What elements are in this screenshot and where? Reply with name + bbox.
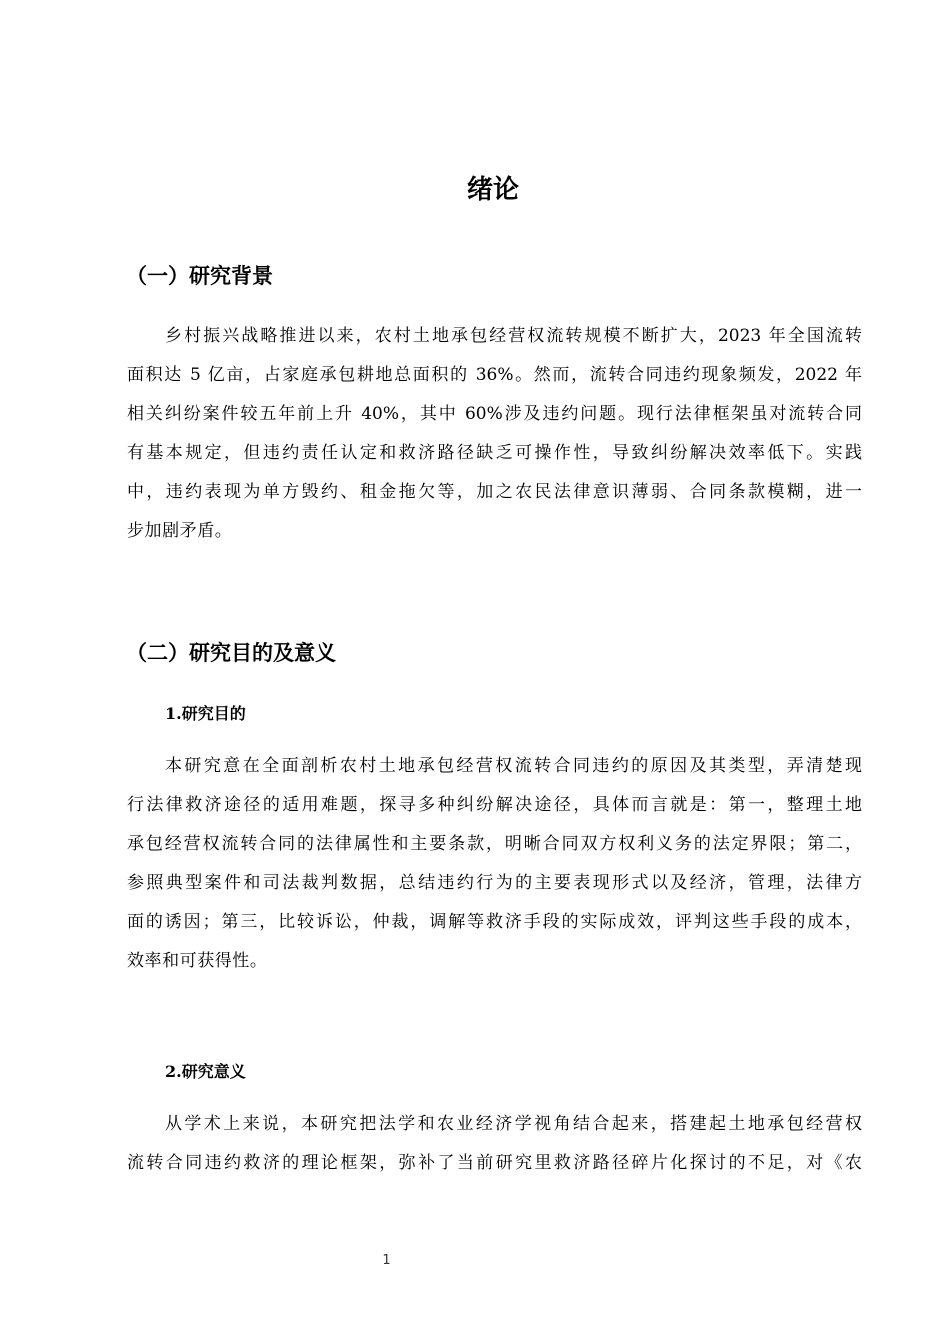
paragraph-line: 步加剧矛盾。 [127, 521, 233, 541]
section-heading-purpose-significance: （二）研究目的及意义 [126, 641, 336, 665]
section-heading-background: （一）研究背景 [126, 264, 273, 288]
paragraph-line: 相关纠纷案件较五年前上升 40%，其中 60%涉及违约问题。现行法律框架虽对流转合同 [127, 404, 862, 424]
paragraph-line: 面积达 5 亿亩，占家庭承包耕地总面积的 36%。然而，流转合同违约现象频发，2022 年 [127, 365, 862, 385]
significance-paragraph [127, 1105, 862, 1183]
paragraph-line: 承包经营权流转合同的法律属性和主要条款，明晰合同双方权利义务的法定界限；第二， [127, 834, 862, 854]
paragraph-line: 流转合同违约救济的理论框架，弥补了当前研究里救济路径碎片化探讨的不足，对《农 [127, 1153, 862, 1173]
background-paragraph [127, 317, 862, 551]
paragraph-line: 从学术上来说，本研究把法学和农业经济学视角结合起来，搭建起土地承包经营权 [165, 1114, 862, 1134]
purpose-paragraph [127, 747, 862, 981]
page-number: 1 [382, 1253, 391, 1268]
paragraph-line: 中，违约表现为单方毁约、租金拖欠等，加之农民法律意识薄弱、合同条款模糊，进一 [127, 482, 862, 502]
paragraph-line: 本研究意在全面剖析农村土地承包经营权流转合同违约的原因及其类型，弄清楚现 [165, 756, 862, 776]
paragraph-line: 乡村振兴战略推进以来，农村土地承包经营权流转规模不断扩大，2023 年全国流转 [165, 326, 862, 346]
paragraph-line: 行法律救济途径的适用难题，探寻多种纠纷解决途径，具体而言就是：第一，整理土地 [127, 795, 862, 815]
paragraph-line: 效率和可获得性。 [127, 951, 268, 971]
document-title: 绪论 [466, 175, 519, 205]
paragraph-line: 面的诱因；第三，比较诉讼，仲裁，调解等救济手段的实际成效，评判这些手段的成本， [127, 912, 862, 932]
subsection-heading-purpose: 1.研究目的 [165, 704, 246, 723]
paragraph-line: 参照典型案件和司法裁判数据，总结违约行为的主要表现形式以及经济，管理，法律方 [127, 873, 862, 893]
paragraph-line: 有基本规定，但违约责任认定和救济路径缺乏可操作性，导致纠纷解决效率低下。实践 [127, 443, 862, 463]
subsection-heading-significance: 2.研究意义 [165, 1062, 246, 1081]
